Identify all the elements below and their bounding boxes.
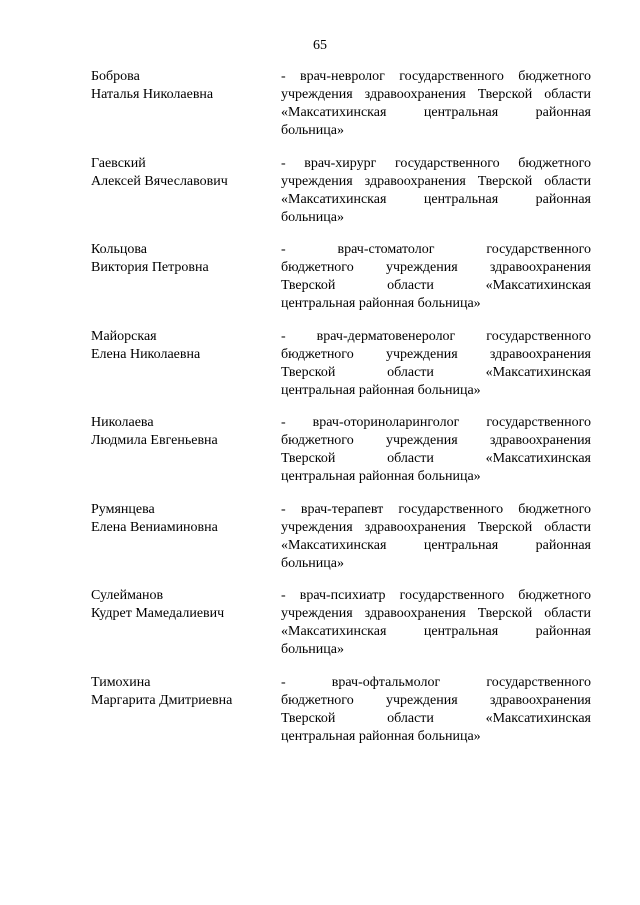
surname: Сулейманов: [91, 588, 164, 603]
position-description: [281, 328, 591, 415]
position-line: центральная районная больница»: [281, 728, 481, 744]
surname: Румянцева: [91, 501, 155, 517]
surname: Майорская: [91, 328, 157, 344]
position-line: - врач-невролог государственного бюджетного: [281, 69, 591, 84]
staff-entry: [91, 587, 591, 674]
position-line: учреждения здравоохранения Тверской области: [281, 606, 591, 621]
given-names: Виктория Петровна: [91, 260, 209, 275]
position-description: [281, 155, 591, 242]
position-description: [281, 501, 591, 588]
surname: Гаевский: [91, 155, 146, 171]
surname: Боброва: [91, 69, 140, 84]
person-name: [91, 328, 281, 415]
position-line: «Максатихинская центральная районная: [281, 537, 591, 553]
staff-entry: [91, 674, 591, 761]
position-line: «Максатихинская центральная районная: [281, 105, 591, 120]
surname: Тимохина: [91, 674, 151, 690]
person-name: [91, 241, 281, 328]
position-line: - врач-стоматолог государственного: [281, 242, 591, 257]
staff-entry: [91, 155, 591, 242]
given-names: Кудрет Мамедалиевич: [91, 606, 225, 621]
person-name: [91, 414, 281, 501]
person-name: [91, 674, 281, 761]
position-line: Тверской области «Максатихинская: [281, 710, 591, 726]
position-line: центральная районная больница»: [281, 382, 481, 398]
position-description: [281, 587, 591, 674]
position-line: учреждения здравоохранения Тверской области: [281, 87, 591, 102]
position-line: больница»: [281, 642, 344, 657]
position-description: [281, 674, 591, 761]
surname: Кольцова: [91, 242, 147, 257]
position-line: больница»: [281, 123, 344, 138]
position-line: - врач-дерматовенеролог государственного: [281, 328, 591, 344]
page-number: 65: [313, 38, 327, 53]
given-names: Маргарита Дмитриевна: [91, 692, 233, 708]
position-line: - врач-хирург государственного бюджетного: [281, 155, 591, 171]
position-line: бюджетного учреждения здравоохранения: [281, 692, 591, 708]
position-line: - врач-психиатр государственного бюджетного: [281, 588, 591, 603]
position-description: [281, 414, 591, 501]
position-line: больница»: [281, 555, 344, 571]
position-line: центральная районная больница»: [281, 296, 481, 311]
position-line: «Максатихинская центральная районная: [281, 624, 591, 639]
position-line: - врач-оториноларинголог государственного: [281, 415, 591, 430]
given-names: Елена Вениаминовна: [91, 519, 218, 535]
person-name: [91, 501, 281, 588]
position-line: центральная районная больница»: [281, 469, 481, 484]
position-line: Тверской области «Максатихинская: [281, 278, 591, 293]
given-names: Алексей Вячеславович: [91, 173, 228, 189]
position-line: Тверской области «Максатихинская: [281, 364, 591, 380]
staff-entry: [91, 328, 591, 415]
staff-entry: [91, 414, 591, 501]
position-line: бюджетного учреждения здравоохранения: [281, 433, 591, 448]
position-description: [281, 241, 591, 328]
position-line: - врач-терапевт государственного бюджетного: [281, 501, 591, 517]
staff-entry: [91, 241, 591, 328]
person-name: [91, 587, 281, 674]
given-names: Елена Николаевна: [91, 346, 201, 362]
staff-entry: [91, 501, 591, 588]
position-description: [281, 68, 591, 155]
surname: Николаева: [91, 415, 154, 430]
person-name: [91, 155, 281, 242]
position-line: Тверской области «Максатихинская: [281, 451, 591, 466]
position-line: «Максатихинская центральная районная: [281, 191, 591, 207]
position-line: больница»: [281, 209, 344, 225]
position-line: учреждения здравоохранения Тверской области: [281, 519, 591, 535]
position-line: бюджетного учреждения здравоохранения: [281, 346, 591, 362]
position-line: бюджетного учреждения здравоохранения: [281, 260, 591, 275]
person-name: [91, 68, 281, 155]
position-line: - врач-офтальмолог государственного: [281, 674, 591, 690]
staff-entry: [91, 68, 591, 155]
given-names: Наталья Николаевна: [91, 87, 214, 102]
position-line: учреждения здравоохранения Тверской области: [281, 173, 591, 189]
given-names: Людмила Евгеньевна: [91, 433, 218, 448]
staff-list: [91, 68, 591, 760]
